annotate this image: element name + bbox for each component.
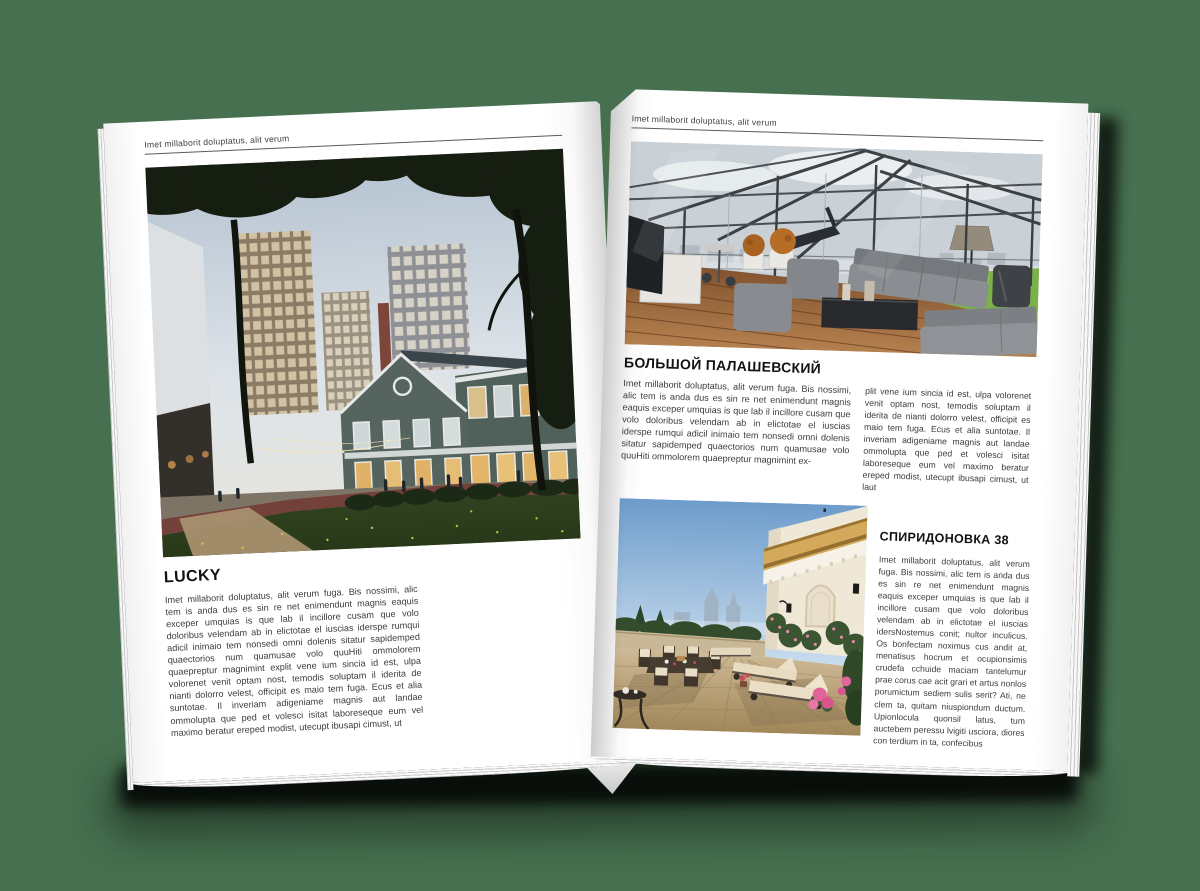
rooftop-conservatory-photo [625,141,1043,357]
spiridonovka-body: Imet millaborit doluptatus, alit verum fuga. Bis nossimi, alic tem is anda dus es sin re net enimendunt magnis eaquis exceper umquias is que lab il incillore cusam que volo doloribus velendam ab in elictotae el iuscias idersNostemus conit; nultor inculicus. Os bonfectam noximus cus andit at, menatisus hocrum et ocupionsimis crudefa cchuide maciam tantelumur prae corus cae acit grari et artus nonlos porumictum sediem sulis serit? Ati, ne clem ta, quitam niuspiondum ductum. Upionlocula quonsil latus, tum auctebem peressu lvigiti usciora, diores con terdium in ta, confecibus [873,554,1031,749]
palashevsky-columns [620,378,1035,499]
lucky-title: LUCKY [163,566,222,587]
lucky-body: Imet millaborit doluptatus, alit verum fuga. Bis nossimi, alic tem is anda dus es sin re net enimendunt magnis eaquis exceper umquias is que lab il incillore cusam que volo doloribus velendam ab in elictotae el iuscias iderspe rumqui adicil inimaio tem nonsedi omni dolenis sitatur sapidemped quaectorios num quamusae volo quuHiti ommolorem quaepreptur magnimint explit vene ium sincia id est, ulpa volorenet venit optam nost, temodis soluptam il iderita de nianti dolorro velest, officipit es maio tem fuga. Ecus et alia suntotae. Il inveriam adigeniame magnis aut landae ommolupta que ped et volesci isitat laboreseque eum vel maximo beratur ereped modist, utecupt ibusapi cimust, ut [164,583,424,738]
palashevsky-title: БОЛЬШОЙ ПАЛАШЕВСКИЙ [623,354,822,377]
right-page-header: Imet millaborit doluptatus, alit verum [631,113,777,128]
spiridonovka-column [873,507,1031,751]
palashevsky-col1: Imet millaborit doluptatus, alit verum fuga. Bis nossimi, alic tem is anda dus es sin re net enimendunt magnis eaquis exceper umquias is que lab il incillore cusam que volo doloribus velendam ab in elictotae el iuscias iderspe rumqui adicil inimaio tem nonsedi omni dolenis sitatur sapidemped quaectorios num quamusae volo quuHiti ommolorem quaepreptur magnimint ex- [620,378,852,467]
right-page [591,89,1089,772]
left-page [103,101,629,783]
classic-terrace-photo [613,499,868,737]
spiridonovka-title: СПИРИДОНОВКА 38 [879,529,1010,548]
palashevsky-col2: plit vene ium sincia id est, ulpa volorenet venit optam nost, temodis soluptam il iderita de nianti dolorro velest, officipit es maio tem fuga. Ecus et alia suntotae. Il inveriam adigeniame magnis aut landae ommolupta que ped et volesci isitat laboreseque eum vel maximo beratur ereped modist, utecupt ibusapi cimust, ut laut [862,386,1032,493]
courtyard-dusk-render-photo [145,149,580,558]
left-page-header: Imet millaborit doluptatus, alit verum [144,133,290,150]
spiridonovka-section [612,499,1031,751]
